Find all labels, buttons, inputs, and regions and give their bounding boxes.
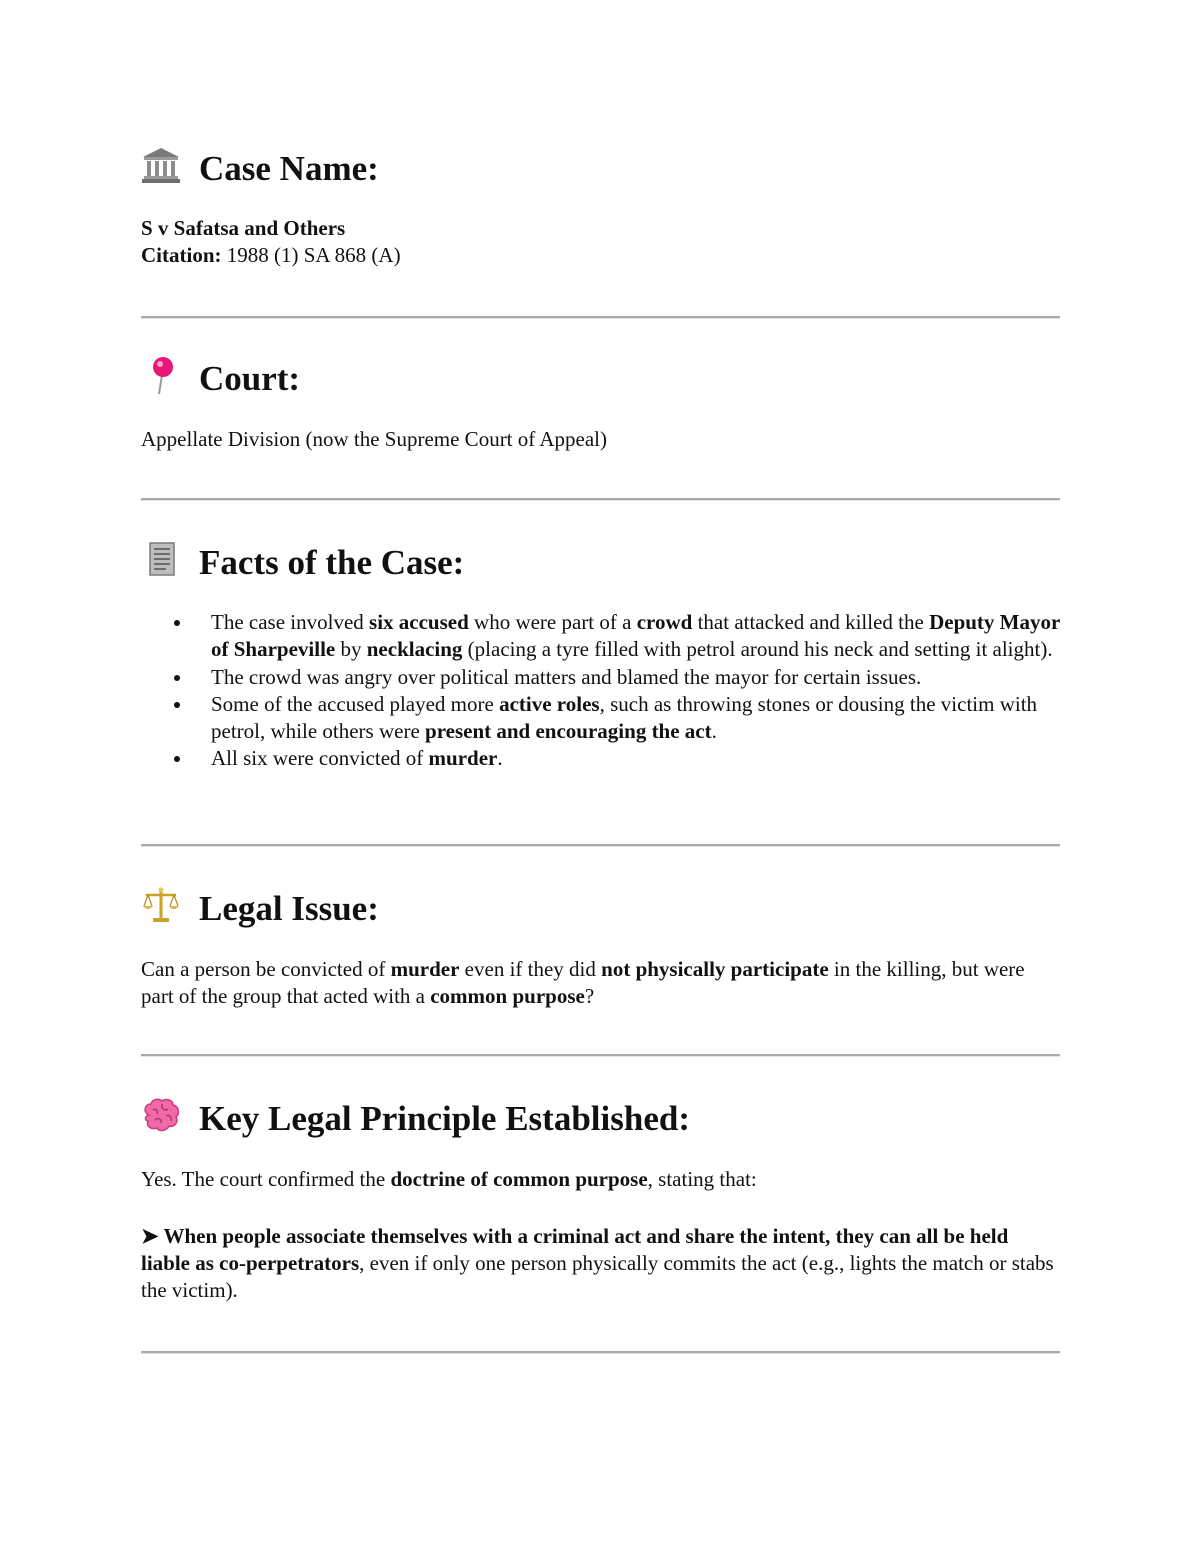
court-heading (141, 353, 1060, 403)
divider (141, 498, 1060, 501)
arrow-icon: ➤ (141, 1224, 159, 1248)
principle-body (141, 1166, 1060, 1304)
principle-section (141, 1093, 1060, 1304)
facts-section (141, 537, 1060, 773)
list-item: The crowd was angry over political matters and blamed the mayor for certain issues. (211, 664, 1060, 691)
principle-intro: Yes. The court confirmed the doctrine of common purpose, stating that: (141, 1167, 757, 1191)
case-name-heading-text: Case Name: (199, 148, 379, 188)
round-pushpin-icon (141, 355, 187, 401)
citation-label: Citation: (141, 243, 222, 267)
divider (141, 316, 1060, 319)
citation-line (141, 242, 1060, 269)
legal-issue-body (141, 956, 1060, 1010)
divider (141, 844, 1060, 847)
legal-issue-section (141, 883, 1060, 1010)
list-item: Some of the accused played more active roles, such as throwing stones or dousing the victim with petrol, while others were present and encouraging the act. (211, 691, 1060, 746)
page-facing-up-icon (141, 539, 187, 585)
case-name-section (141, 143, 1060, 269)
case-name-body (141, 215, 1060, 269)
divider (141, 1054, 1060, 1057)
facts-heading-text: Facts of the Case: (199, 542, 465, 582)
list-item: All six were convicted of murder. (211, 745, 1060, 772)
legal-issue-heading-text: Legal Issue: (199, 888, 379, 928)
case-name-heading (141, 143, 1060, 193)
citation-value: 1988 (1) SA 868 (A) (221, 243, 401, 267)
court-heading-text: Court: (199, 358, 301, 398)
facts-heading (141, 537, 1060, 587)
case-title: S v Safatsa and Others (141, 216, 346, 240)
legal-issue-text: Can a person be convicted of murder even if they did not physically participate in the killing, but were part of the group that acted with a common purpose? (141, 957, 1025, 1008)
divider (141, 1351, 1060, 1354)
classical-building-icon (141, 145, 187, 191)
legal-issue-heading (141, 883, 1060, 933)
court-section (141, 353, 1060, 453)
balance-scale-icon (141, 885, 187, 931)
principle-statement: ➤ When people associate themselves with a criminal act and share the intent, they can all be held liable as co-perpetrators, even if only one person physically commits the act (e.g., lights the match or stabs the victim). (141, 1224, 1054, 1302)
list-item: The case involved six accused who were part of a crowd that attacked and killed the Deputy Mayor of Sharpeville by necklacing (placing a tyre filled with petrol around his neck and setting it alight). (211, 609, 1060, 664)
brain-icon (141, 1095, 187, 1141)
principle-heading (141, 1093, 1060, 1143)
facts-list (141, 609, 1060, 773)
court-text: Appellate Division (now the Supreme Court of Appeal) (141, 427, 607, 451)
principle-heading-text: Key Legal Principle Established: (199, 1098, 690, 1138)
court-body (141, 426, 1060, 453)
